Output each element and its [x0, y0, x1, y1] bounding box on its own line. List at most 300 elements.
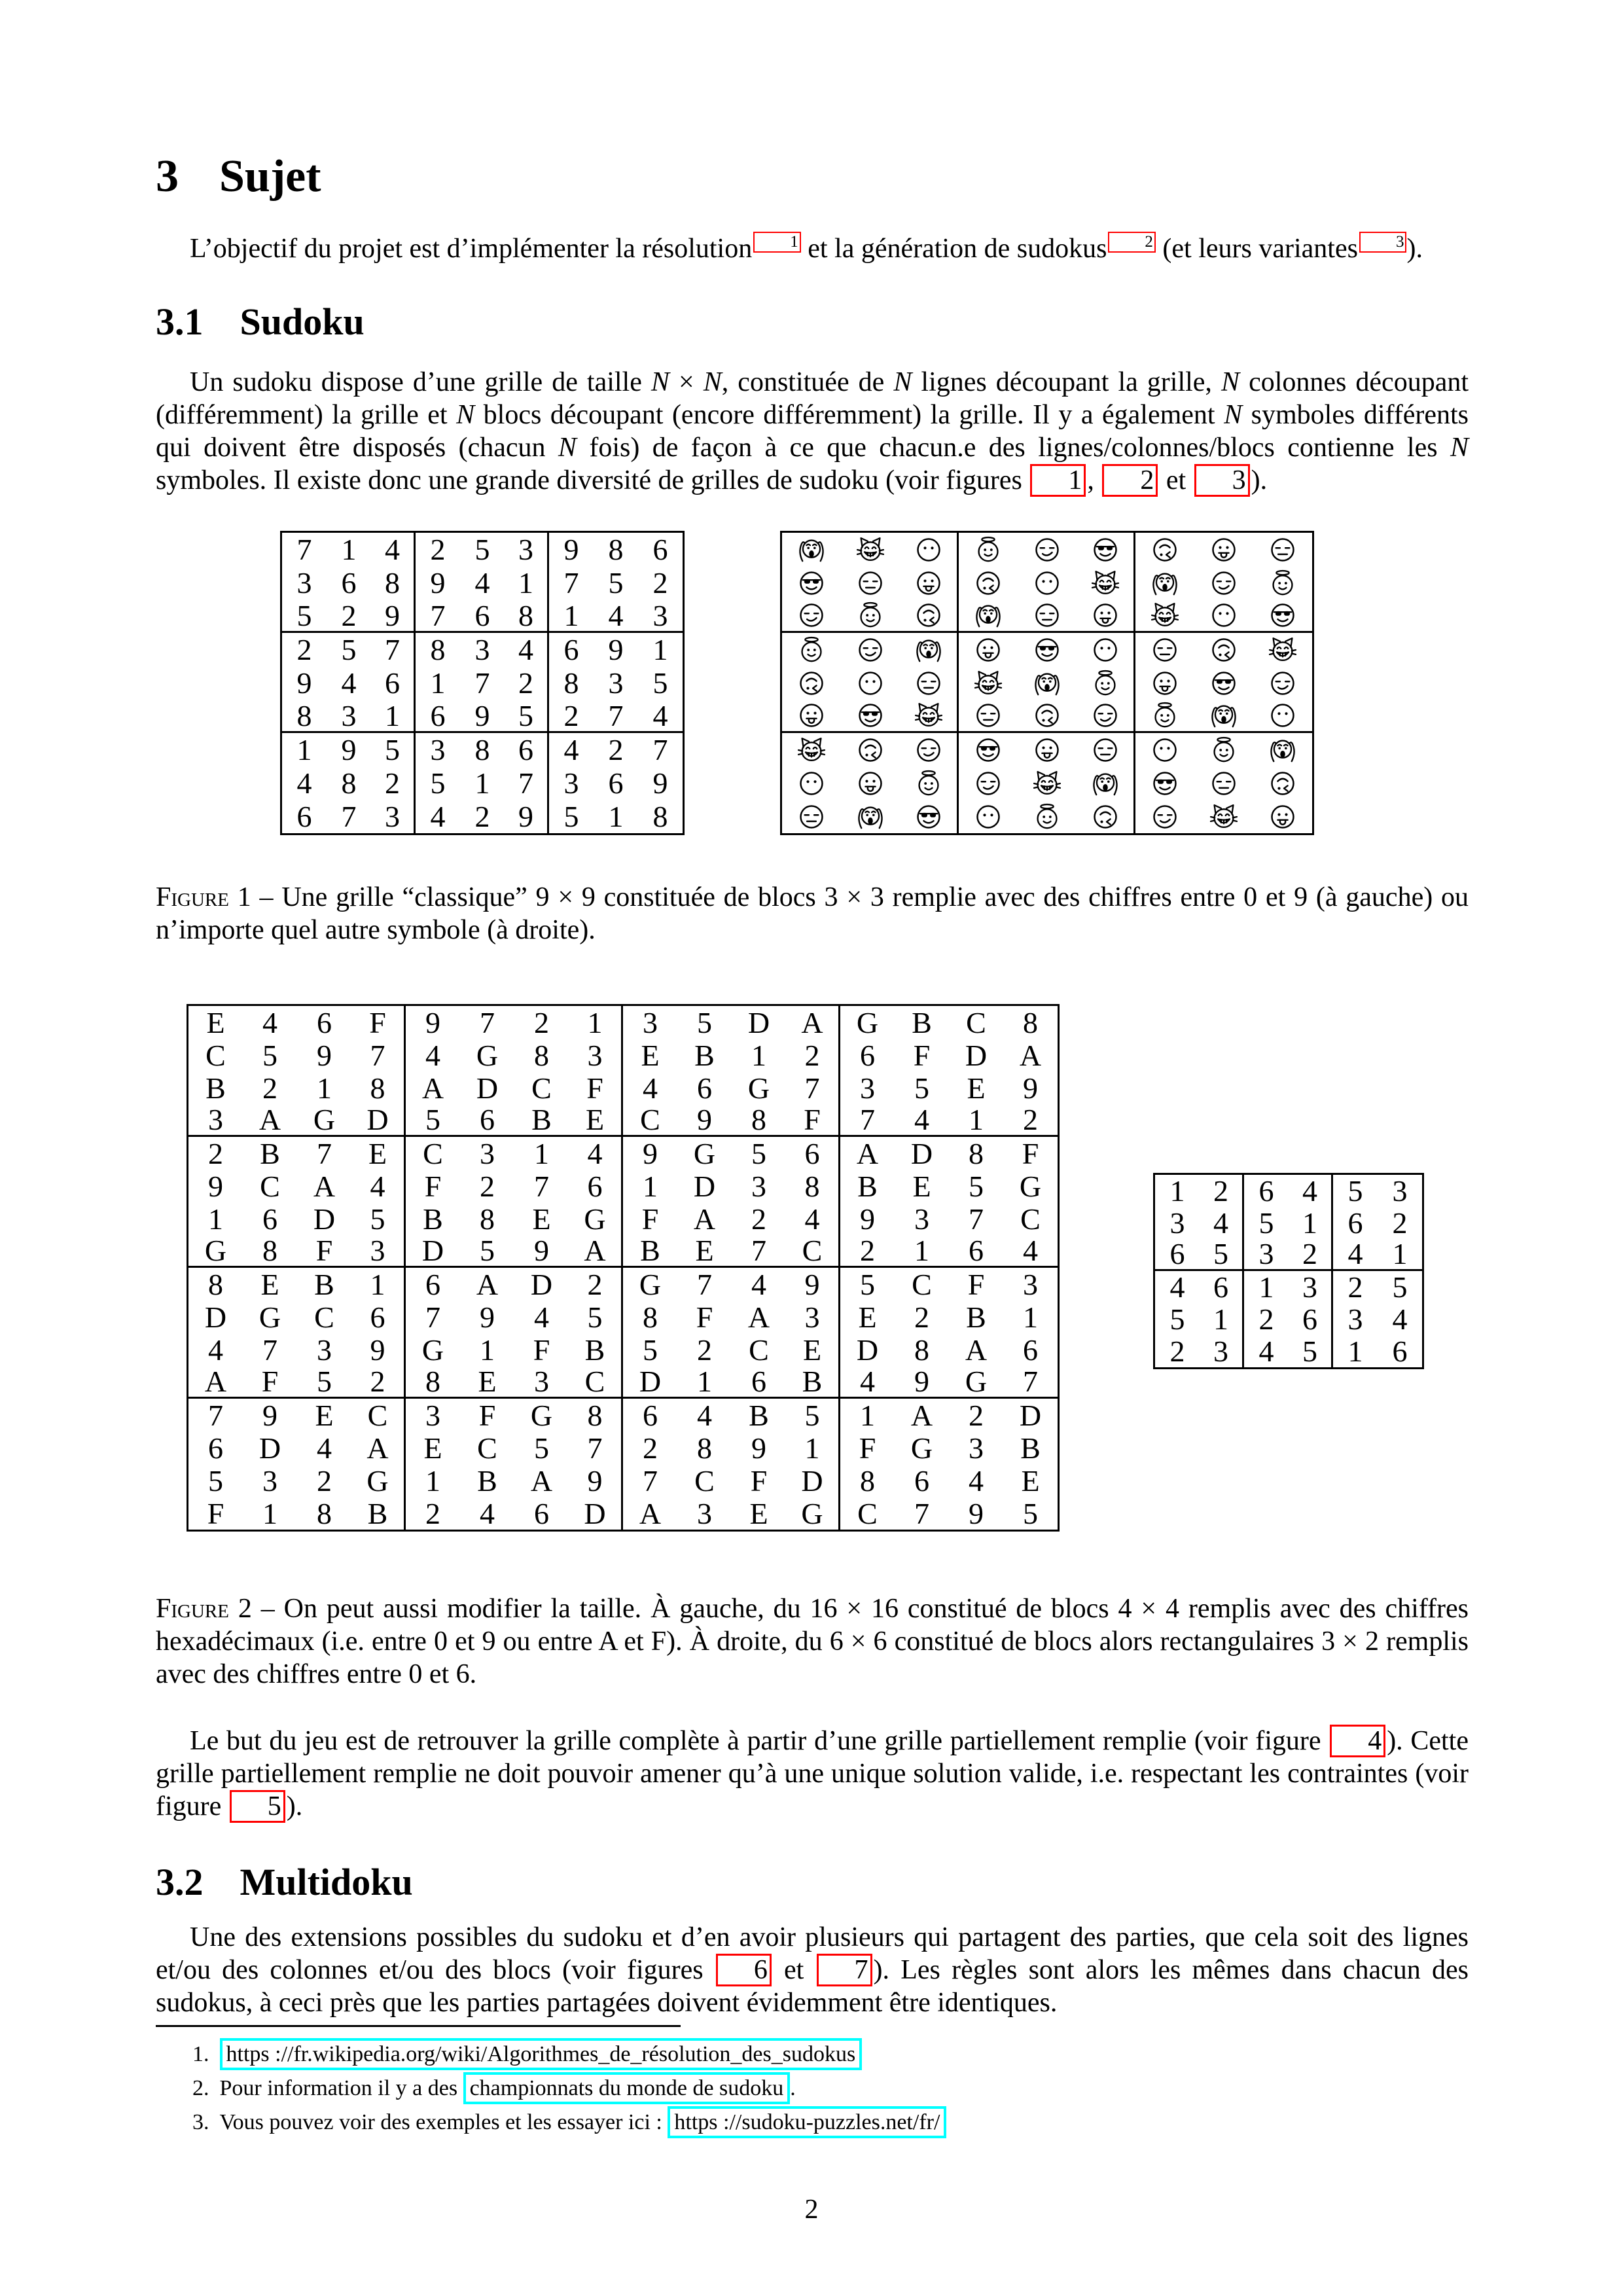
grid-cell: 1	[549, 600, 594, 633]
grid-cell: 5	[406, 1104, 460, 1137]
grid-cell: 8	[697, 1431, 712, 1465]
grid-cell: 4	[534, 1300, 549, 1334]
tongue-face-icon	[974, 636, 1003, 664]
footnote-text	[220, 2106, 947, 2138]
angel-face-icon	[1033, 802, 1061, 831]
emoji-cell	[959, 733, 1018, 766]
grid-cell: D	[476, 1071, 499, 1105]
grid-cell: A	[313, 1169, 336, 1203]
emoji-cell	[959, 800, 1018, 833]
grid-cell: 4	[594, 600, 638, 633]
grid-cell: 6	[351, 1300, 406, 1333]
grid-cell: 5	[608, 566, 624, 600]
emoji-cell	[1077, 766, 1135, 800]
emoji-cell	[1018, 733, 1077, 766]
grid-cell: G	[351, 1464, 406, 1497]
emoji-cell	[900, 700, 959, 733]
grid-cell: 2	[1392, 1206, 1408, 1240]
grid-cell: 6	[1155, 1239, 1200, 1271]
plain-face-icon	[1150, 736, 1179, 764]
emoji-cell	[1018, 633, 1077, 666]
scream-face-icon	[914, 636, 943, 664]
sunglasses-face-icon	[914, 802, 943, 831]
grid-cell: 1	[652, 633, 668, 667]
grid-cell: 1	[534, 1136, 549, 1170]
grid-cell: 6	[1347, 1206, 1363, 1240]
scream-face-icon	[1268, 736, 1297, 764]
grid-cell: E	[315, 1398, 334, 1432]
angel-face-icon	[1091, 669, 1120, 698]
grid-cell: 5	[1289, 1335, 1333, 1367]
grid-cell: 1	[317, 1071, 332, 1105]
grid-cell: C	[351, 1399, 406, 1431]
grid-cell: 3	[1023, 1267, 1038, 1301]
grid-cell: 6	[1200, 1271, 1244, 1303]
grid-cell: F	[243, 1366, 297, 1399]
wink-face-icon	[1150, 535, 1179, 564]
grid-cell: 9	[505, 800, 549, 833]
text-run: Le but du jeu est de retrouver la grille complète à partir d’une grille partiellement remplie (voir figure	[190, 1726, 1329, 1757]
grid-cell: F	[641, 1202, 659, 1236]
grid-cell: 3	[327, 700, 371, 733]
grid-cell: 4	[1289, 1175, 1333, 1207]
angel-face-icon	[974, 535, 1003, 564]
grid-cell: 1	[1200, 1303, 1244, 1335]
figure-ref-link[interactable]: 7	[817, 1954, 872, 1986]
section-number: 3	[156, 151, 179, 202]
grid-cell: F	[424, 1169, 442, 1203]
grid-cell: G	[693, 1136, 716, 1170]
footnote-mark-link[interactable]: 1	[753, 232, 801, 253]
grid-cell: 3	[1244, 1239, 1289, 1271]
grid-cell: 4	[371, 533, 416, 566]
emoji-cell	[782, 600, 841, 633]
grid-cell: A	[639, 1496, 662, 1530]
grid-cell: 8	[341, 766, 357, 800]
text-run: symboles différents qui doivent être disposés (chacun	[156, 400, 1469, 463]
footnote-text	[220, 2072, 796, 2104]
grid-cell: 2	[317, 1463, 332, 1498]
emoji-cell	[1194, 666, 1253, 700]
grid-cell: 1	[480, 1333, 495, 1367]
emoji-cell	[1194, 566, 1253, 600]
grid-cell: D	[204, 1300, 227, 1334]
text-run: .	[790, 2076, 796, 2100]
grid-cell: 2	[840, 1235, 895, 1268]
emoji-cell	[959, 666, 1018, 700]
grid-cell: G	[297, 1104, 351, 1137]
grid-cell: B	[260, 1136, 280, 1170]
grid-cell: 4	[341, 666, 357, 700]
grid-cell: 9	[860, 1202, 875, 1236]
scream-face-icon	[1209, 701, 1238, 730]
grid-cell: 6	[317, 1005, 332, 1039]
grid-cell: 9	[351, 1333, 406, 1366]
emoji-cell	[1194, 800, 1253, 833]
emoji-cell	[1018, 533, 1077, 566]
grid-cell: 8	[969, 1136, 984, 1170]
grid-cell: 5	[1023, 1496, 1038, 1530]
grid-cell: E	[569, 1104, 623, 1137]
grid-cell: 5	[282, 600, 327, 633]
intro-paragraph	[156, 232, 1469, 265]
grid-cell: 7	[416, 600, 460, 633]
text-run: et	[1159, 465, 1193, 495]
scream-face-icon	[797, 535, 826, 564]
angel-face-icon	[1268, 569, 1297, 598]
cat-face-icon	[914, 701, 943, 730]
sudoku-grid-emoji	[780, 531, 1314, 835]
emoji-cell	[1018, 766, 1077, 800]
emoji-cell	[1135, 566, 1194, 600]
grid-cell: 8	[786, 1170, 840, 1202]
grid-cell: E	[532, 1202, 551, 1236]
text-run: Un sudoku dispose d’une grille de taille	[190, 367, 651, 397]
grid-cell: E	[786, 1333, 840, 1366]
wink-face-icon	[1091, 802, 1120, 831]
emoji-cell	[900, 533, 959, 566]
grid-cell: 2	[643, 1431, 658, 1465]
grid-cell: A	[965, 1333, 988, 1367]
emoji-cell	[1253, 600, 1312, 633]
grid-cell: 4	[638, 700, 683, 733]
grid-cell: C	[205, 1038, 226, 1072]
grid-cell: 5	[643, 1333, 658, 1367]
grid-cell: D	[1019, 1398, 1042, 1432]
grid-cell: 8	[569, 1399, 623, 1431]
footnote-number: 2.	[192, 2076, 209, 2100]
smirk-face-icon	[856, 636, 885, 664]
grid-cell: 4	[697, 1398, 712, 1432]
grid-cell: B	[694, 1038, 715, 1072]
math-variable: N	[558, 433, 577, 463]
wink-face-icon	[914, 601, 943, 630]
grid-cell: C	[857, 1496, 878, 1530]
grid-cell: 3	[569, 1039, 623, 1071]
grid-cell: 3	[474, 633, 490, 667]
footnote-mark-link[interactable]: 3	[1359, 232, 1407, 253]
math-variable: N	[1224, 400, 1243, 430]
grid-cell: E	[206, 1005, 225, 1039]
grid-cell: G	[747, 1071, 770, 1105]
grid-cell: D	[569, 1497, 623, 1530]
grid-cell: G	[949, 1366, 1003, 1399]
wink-face-icon	[856, 736, 885, 764]
grid-cell: 2	[569, 1268, 623, 1300]
grid-cell: E	[749, 1496, 768, 1530]
grid-cell: 3	[1200, 1335, 1244, 1367]
grid-cell: 8	[914, 1333, 929, 1367]
grid-cell: D	[856, 1333, 879, 1367]
section-3-heading	[156, 151, 1469, 203]
text-run: (et leurs variantes	[1155, 234, 1358, 264]
grid-cell: 9	[296, 666, 312, 700]
grid-cell: 6	[569, 1170, 623, 1202]
grid-cell: F	[533, 1333, 550, 1367]
grid-cell: 3	[914, 1202, 929, 1236]
grid-cell: 6	[208, 1431, 223, 1465]
emoji-cell	[1018, 800, 1077, 833]
sunglasses-face-icon	[1091, 535, 1120, 564]
plain-face-icon	[856, 669, 885, 698]
grid-cell: 8	[474, 733, 490, 767]
grid-cell: 5	[371, 733, 416, 766]
grid-cell: 6	[786, 1137, 840, 1170]
plain-face-icon	[1209, 601, 1238, 630]
grid-cell: 7	[786, 1071, 840, 1104]
grid-cell: 4	[569, 1137, 623, 1170]
grid-cell: A	[476, 1267, 499, 1301]
grid-cell: 3	[371, 800, 416, 833]
grid-cell: F	[786, 1104, 840, 1137]
wink-face-icon	[1268, 769, 1297, 798]
grid-cell: 4	[430, 800, 446, 834]
footnote-2	[156, 2072, 1469, 2106]
text-run: symboles. Il existe donc une grande diversité de grilles de sudoku (voir figures	[156, 465, 1029, 495]
grid-cell: 1	[505, 566, 549, 600]
smirk-face-icon	[1091, 701, 1120, 730]
grid-cell: 2	[1200, 1175, 1244, 1207]
emoji-cell	[959, 566, 1018, 600]
emoji-cell	[841, 533, 900, 566]
grid-cell: 9	[480, 1300, 495, 1334]
cat-face-icon	[1268, 636, 1297, 664]
text-run: ).	[1251, 465, 1268, 495]
grid-cell: 7	[1003, 1366, 1058, 1399]
figure-ref-link[interactable]: 6	[716, 1954, 772, 1986]
emoji-cell	[1253, 766, 1312, 800]
grid-cell: F	[967, 1267, 985, 1301]
grid-cell: 2	[480, 1169, 495, 1203]
grid-cell: 1	[296, 733, 312, 767]
grid-cell: 6	[652, 533, 668, 567]
url-link[interactable]: championnats du monde de sudoku	[463, 2072, 791, 2104]
grid-cell: A	[747, 1300, 770, 1334]
grid-cell: 3	[514, 1366, 569, 1399]
grid-cell: 6	[341, 566, 357, 600]
wink-face-icon	[797, 669, 826, 698]
emoji-cell	[1077, 666, 1135, 700]
sudoku-grid-6x6	[1153, 1173, 1424, 1369]
grid-cell: D	[259, 1431, 281, 1465]
emoji-cell	[1135, 800, 1194, 833]
grid-cell: A	[569, 1235, 623, 1268]
goal-paragraph	[156, 1725, 1469, 1823]
grid-cell: 5	[1169, 1302, 1185, 1336]
grid-cell: C	[694, 1463, 715, 1498]
grid-cell: 3	[430, 733, 446, 767]
figure-ref-link[interactable]: 4	[1330, 1725, 1385, 1757]
grid-cell: 2	[296, 633, 312, 667]
grid-cell: F	[478, 1398, 496, 1432]
grid-cell: 4	[563, 733, 579, 767]
figure-ref-link[interactable]: 3	[1194, 464, 1250, 497]
sunglasses-face-icon	[1268, 601, 1297, 630]
grid-cell: F	[696, 1300, 713, 1334]
grid-cell: 1	[643, 1169, 658, 1203]
subsection-title: Sudoku	[240, 300, 365, 343]
emoji-cell	[959, 766, 1018, 800]
angel-face-icon	[856, 601, 885, 630]
grid-cell: A	[351, 1431, 406, 1464]
grid-cell: 1	[371, 700, 416, 733]
grid-cell: 1	[860, 1398, 875, 1432]
figure-ref-link[interactable]: 1	[1030, 464, 1086, 497]
grid-cell: E	[423, 1431, 442, 1465]
footnote-rule	[156, 2025, 681, 2027]
grid-cell: 5	[297, 1366, 351, 1399]
grid-cell: 1	[1289, 1207, 1333, 1239]
grid-cell: 6	[860, 1038, 875, 1072]
grid-cell: 3	[1347, 1302, 1363, 1336]
angel-face-icon	[1209, 736, 1238, 764]
tongue-face-icon	[1033, 736, 1061, 764]
grid-cell: F	[913, 1038, 931, 1072]
footnote-number: 1.	[192, 2042, 209, 2066]
grid-cell: 9	[262, 1398, 277, 1432]
grid-cell: 1	[474, 766, 490, 800]
grid-cell: 7	[341, 800, 357, 834]
figure-1	[280, 531, 1469, 835]
grid-cell: A	[421, 1071, 444, 1105]
grid-cell: 3	[786, 1300, 840, 1333]
grid-cell: 4	[969, 1463, 984, 1498]
grid-cell: 3	[1289, 1271, 1333, 1303]
grid-cell: C	[569, 1366, 623, 1399]
emoji-cell	[841, 766, 900, 800]
emoji-cell	[959, 600, 1018, 633]
grid-cell: 3	[697, 1496, 712, 1530]
grid-cell: C	[749, 1333, 769, 1367]
grid-cell: 4	[208, 1333, 223, 1367]
grid-cell: 6	[262, 1202, 277, 1236]
grid-cell: D	[530, 1267, 553, 1301]
emoji-cell	[782, 666, 841, 700]
neutral-face-icon	[797, 802, 826, 831]
grid-cell: 6	[534, 1496, 549, 1530]
grid-cell: 5	[460, 1235, 514, 1268]
url-link[interactable]: https ://sudoku-puzzles.net/fr/	[668, 2106, 946, 2138]
cat-face-icon	[1150, 601, 1179, 630]
smirk-face-icon	[974, 769, 1003, 798]
emoji-cell	[900, 766, 959, 800]
grid-cell: C	[912, 1267, 932, 1301]
grid-cell: 4	[1003, 1235, 1058, 1268]
text-run: ). Les règles sont alors les mêmes dans chacun des sudokus, à ceci près que les parties partagées doivent évidemment être identiques.	[156, 1955, 1469, 2018]
grid-cell: B	[786, 1366, 840, 1399]
grid-cell: 7	[505, 766, 549, 800]
grid-cell: 1	[351, 1268, 406, 1300]
emoji-cell	[1253, 566, 1312, 600]
emoji-cell	[1077, 533, 1135, 566]
subsection-number: 3.2	[156, 1861, 204, 1904]
angel-face-icon	[797, 636, 826, 664]
emoji-cell	[1194, 766, 1253, 800]
grid-cell: 5	[262, 1038, 277, 1072]
grid-cell: G	[856, 1005, 879, 1039]
grid-cell: 8	[351, 1071, 406, 1104]
grid-cell: 5	[1200, 1239, 1244, 1271]
emoji-cell	[1194, 633, 1253, 666]
footnote-mark-link[interactable]: 2	[1108, 232, 1156, 253]
math-variable: N	[893, 367, 912, 397]
figure-ref-link[interactable]: 5	[230, 1790, 285, 1823]
text-run: ).	[1406, 234, 1423, 264]
emoji-cell	[841, 700, 900, 733]
smirk-face-icon	[1209, 569, 1238, 598]
grid-cell: 6	[460, 600, 505, 633]
grid-cell: D	[747, 1005, 770, 1039]
grid-cell: F	[859, 1431, 876, 1465]
grid-cell: 4	[1258, 1334, 1274, 1368]
grid-cell: 6	[1289, 1303, 1333, 1335]
grid-cell: 8	[371, 566, 416, 600]
grid-cell: 7	[262, 1333, 277, 1367]
subsection-number: 3.1	[156, 300, 204, 343]
url-link[interactable]: https ://fr.wikipedia.org/wiki/Algorithmes_de_résolution_des_sudokus	[220, 2038, 863, 2070]
grid-cell: 6	[949, 1235, 1003, 1268]
grid-cell: 2	[505, 666, 549, 700]
grid-cell: 5	[1347, 1174, 1363, 1208]
grid-cell: E	[912, 1169, 931, 1203]
emoji-cell	[1253, 733, 1312, 766]
grid-cell: E	[1021, 1463, 1040, 1498]
grid-cell: 9	[652, 766, 668, 800]
grid-cell: 1	[208, 1202, 223, 1236]
caption-label: Figure 1	[156, 882, 251, 913]
grid-cell: 6	[1258, 1174, 1274, 1208]
text-run: ,	[1087, 465, 1101, 495]
tongue-face-icon	[1209, 535, 1238, 564]
grid-cell: B	[314, 1267, 334, 1301]
grid-cell: 2	[474, 800, 490, 834]
grid-cell: 9	[460, 700, 505, 733]
grid-cell: 1	[895, 1235, 949, 1268]
figure-ref-link[interactable]: 2	[1102, 464, 1158, 497]
emoji-cell	[841, 666, 900, 700]
tongue-face-icon	[1150, 669, 1179, 698]
math-variable: N	[1450, 433, 1469, 463]
emoji-cell	[841, 633, 900, 666]
grid-cell: 3	[860, 1071, 875, 1105]
grid-cell: 3	[480, 1136, 495, 1170]
grid-cell: D	[406, 1235, 460, 1268]
text-run: – Une grille “classique” 9 × 9 constituée de blocs 3 × 3 remplie avec des chiffres entre 0 et 9 (à gauche) ou n’importe quel autre symbole (à droite).	[156, 882, 1469, 946]
sudoku-grid-16x16	[187, 1004, 1060, 1532]
grid-cell: F	[297, 1235, 351, 1268]
text-run: ×	[669, 367, 704, 397]
grid-cell: 4	[1333, 1239, 1378, 1271]
grid-cell: 4	[317, 1431, 332, 1465]
grid-cell: B	[423, 1202, 443, 1236]
math-variable: N	[703, 367, 722, 397]
tongue-face-icon	[914, 569, 943, 598]
grid-cell: D	[623, 1366, 677, 1399]
cat-face-icon	[1033, 769, 1061, 798]
emoji-cell	[1077, 700, 1135, 733]
wink-face-icon	[1033, 701, 1061, 730]
grid-cell: E	[967, 1071, 986, 1105]
grid-cell: 7	[563, 566, 579, 600]
grid-cell: 8	[430, 633, 446, 667]
grid-cell: 1	[1347, 1334, 1363, 1368]
grid-cell: 1	[341, 533, 357, 567]
emoji-cell	[1077, 800, 1135, 833]
text-run: Pour information il y a des	[219, 2076, 463, 2100]
emoji-cell	[1018, 566, 1077, 600]
grid-cell: 1	[1169, 1174, 1185, 1208]
grid-cell: 7	[480, 1005, 495, 1039]
